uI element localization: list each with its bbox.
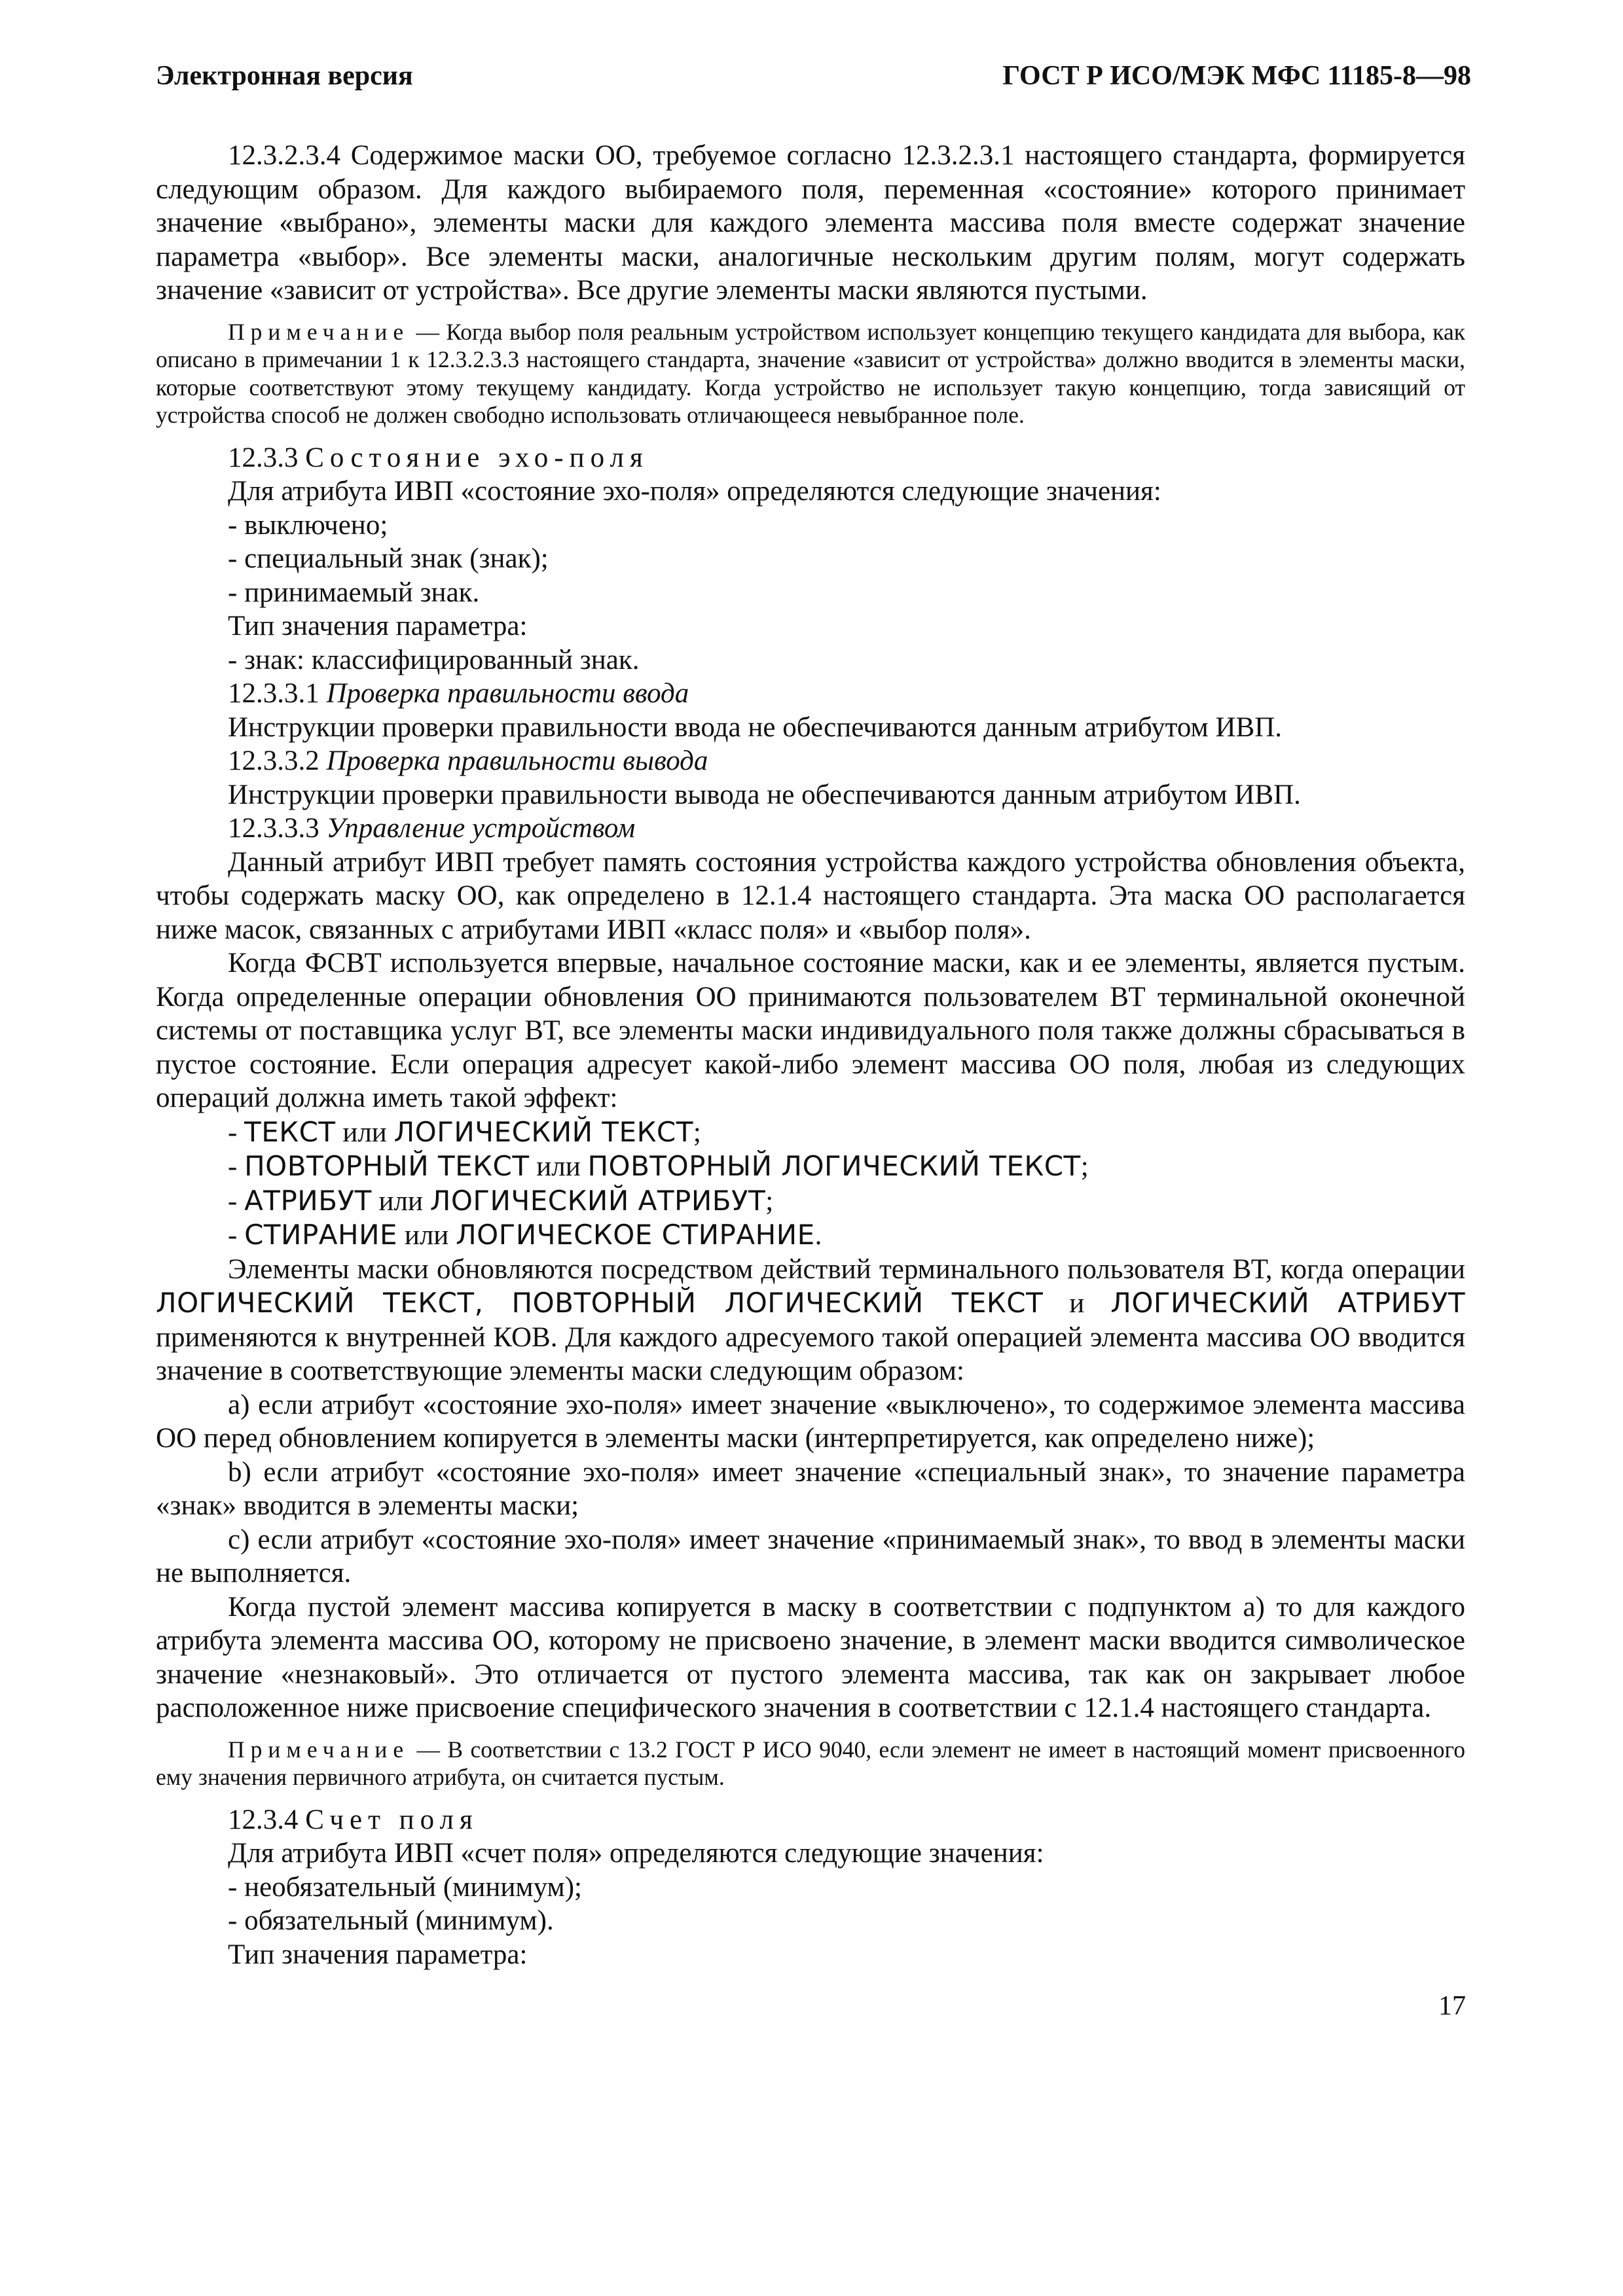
list-item-c: c) если атрибут «состояние эхо-поля» имеет значение «принимаемый знак», то ввод в элементы маски не выполняется.: [156, 1524, 1465, 1588]
section-number: 12.3.3.2: [228, 745, 327, 776]
operation-item: [156, 1115, 1465, 1150]
operation-name: ЛОГИЧЕСКИЙ АТРИБУТ: [429, 1184, 766, 1217]
section-number: 12.3.3: [228, 442, 306, 473]
operation-item: [156, 1149, 1465, 1184]
note-2: [156, 1736, 1465, 1791]
note-1: [156, 318, 1465, 429]
paragraph: Данный атрибут ИВП требует память состояния устройства каждого устройства обновления объекта, чтобы содержать маску ОО, как определено в 12.1.4 настоящего стандарта. Эта маска ОО располагается ниже масок, связанных с атрибутами ИВП «класс поля» и «выбор поля».: [156, 846, 1465, 945]
list-item: - выключено;: [228, 509, 388, 541]
paragraph: Когда пустой элемент массива копируется в маску в соответствии с подпунктом a) то для каждого атрибута элемента массива ОО, которому не присвоено значение, в элемент маски вводится символическое значение «незнаковый». Это отличается от пустого элемента массива, так как он закрывает любое расположенное ниже присвоение специфического значения в соответствии с 12.1.4 настоящего стандарта.: [156, 1591, 1465, 1723]
punctuation: ;: [765, 1185, 774, 1217]
dash: -: [228, 1117, 245, 1148]
note-text: — Когда выбор поля реальным устройством использует концепцию текущего кандидата для выбора, как описано в примечании 1 к 12.3.2.3.3 настоящего стандарта, значение «зависит от устройства» должно вводится в элементы маски, которые соответствуют этому текущему кандидату. Когда устройство не использует такую концепцию, тогда зависящий от устройства способ не должен свободно использовать отличающееся невыбранное поле.: [156, 318, 1465, 428]
dash: -: [228, 1220, 245, 1251]
section-intro: Для атрибута ИВП «состояние эхо-поля» определяются следующие значения:: [228, 476, 1161, 507]
section-title: Проверка правильности вывода: [326, 745, 708, 776]
list-item: - принимаемый знак.: [228, 577, 480, 608]
section-heading-12-3-3: [156, 441, 1465, 475]
section-heading-12-3-3-3: [156, 812, 1465, 846]
param-label: Тип значения параметра:: [228, 611, 528, 641]
section-heading-12-3-3-2: [156, 744, 1465, 778]
section-text: Инструкции проверки правильности ввода не обеспечиваются данным атрибутом ИВП.: [228, 711, 1283, 743]
page-number: 17: [1438, 1991, 1466, 2021]
text-run: Элементы маски обновляются посредством действий терминального пользователя ВТ, когда операции: [228, 1253, 1465, 1285]
operation-name: ТЕКСТ: [244, 1115, 336, 1148]
section-number: 12.3.4: [228, 1804, 306, 1835]
list-item-b: b) если атрибут «состояние эхо-поля» имеет значение «специальный знак», то значение параметра «знак» вводится в элементы маски;: [156, 1456, 1465, 1521]
text-run: и: [1043, 1288, 1111, 1319]
punctuation: ;: [1080, 1151, 1089, 1182]
conjunction: или: [371, 1185, 430, 1217]
operation-item: [156, 1218, 1465, 1253]
operation-item: [156, 1184, 1465, 1219]
section-number: 12.3.3.1: [228, 678, 327, 709]
header-right: ГОСТ Р ИСО/МЭК МФС 11185-8—98: [1002, 61, 1471, 91]
section-intro: Для атрибута ИВП «счет поля» определяются следующие значения:: [228, 1838, 1044, 1869]
operation-name: ЛОГИЧЕСКИЙ АТРИБУТ: [1110, 1287, 1466, 1319]
note-label: Примечание: [228, 1736, 410, 1763]
section-title: Управление устройством: [326, 813, 636, 844]
section-heading-12-3-4: [156, 1803, 1465, 1837]
punctuation: .: [814, 1220, 822, 1251]
operation-name: ЛОГИЧЕСКОЕ СТИРАНИЕ: [456, 1219, 815, 1251]
list-item: - обязательный (минимум).: [228, 1905, 554, 1936]
dash: -: [228, 1185, 245, 1217]
param-label: Тип значения параметра:: [228, 1939, 528, 1970]
header-left: Электронная версия: [156, 61, 413, 91]
section-heading-12-3-3-1: [156, 677, 1465, 711]
paragraph: [156, 1253, 1465, 1388]
section-number: 12.3.3.3: [228, 813, 327, 844]
dash: -: [228, 1151, 245, 1182]
paragraph-12-3-2-3-4: 12.3.2.3.4 Содержимое маски ОО, требуемое согласно 12.3.2.3.1 настоящего стандарта, формируется следующим образом. Для каждого выбираемого поля, переменная «состояние» которого принимает значение «выбрано», элементы маски для каждого элемента массива поля вместе содержат значение параметра «выбор». Все элементы маски, аналогичные нескольким другим полям, могут содержать значение «зависит от устройства». Все другие элементы маски являются пустыми.: [156, 140, 1465, 306]
punctuation: ;: [693, 1117, 701, 1148]
operation-name: СТИРАНИЕ: [244, 1219, 398, 1251]
paragraph: Когда ФСВТ используется впервые, начальное состояние маски, как и ее элементы, является пустым. Когда определенные операции обновления ОО принимаются пользователем ВТ терминальной оконечной системы от поставщика услуг ВТ, все элементы маски индивидуального поля также должны сбрасываться в пустое состояние. Если операция адресует какой-либо элемент массива ОО поля, любая из следующих операций должна иметь такой эффект:: [156, 948, 1465, 1113]
list-item: - знак: классифицированный знак.: [228, 644, 640, 675]
operation-name: ПОВТОРНЫЙ ТЕКСТ: [244, 1150, 530, 1182]
note-label: Примечание: [228, 318, 410, 345]
section-title: Проверка правильности ввода: [326, 678, 689, 709]
text-run: применяются к внутренней КОВ. Для каждого адресуемого такой операцией элемента массива ОО вводится значение в соответствующие элементы маски следующим образом:: [156, 1321, 1465, 1386]
operation-name: ЛОГИЧЕСКИЙ ТЕКСТ, ПОВТОРНЫЙ ЛОГИЧЕСКИЙ ТЕКСТ: [156, 1287, 1044, 1319]
section-title: Счет поля: [305, 1804, 479, 1835]
section-text: Инструкции проверки правильности вывода не обеспечиваются данным атрибутом ИВП.: [228, 779, 1301, 810]
conjunction: или: [335, 1117, 394, 1148]
operation-name: ЛОГИЧЕСКИЙ ТЕКСТ: [393, 1115, 693, 1148]
list-item-a: a) если атрибут «состояние эхо-поля» имеет значение «выключено», то содержимое элемента массива ОО перед обновлением копируется в элементы маски (интерпретируется, как определено ниже);: [156, 1389, 1465, 1454]
page-body: [156, 139, 1465, 1971]
note-text: — В соответствии с 13.2 ГОСТ Р ИСО 9040, если элемент не имеет в настоящий момент присвоенного ему значения первичного атрибута, он считается пустым.: [156, 1736, 1465, 1790]
list-item: - специальный знак (знак);: [228, 543, 549, 574]
section-title: Состояние эхо-поля: [305, 442, 649, 473]
operation-name: АТРИБУТ: [244, 1184, 372, 1217]
list-item: - необязательный (минимум);: [228, 1871, 583, 1903]
operation-name: ПОВТОРНЫЙ ЛОГИЧЕСКИЙ ТЕКСТ: [587, 1150, 1081, 1182]
conjunction: или: [397, 1220, 456, 1251]
conjunction: или: [529, 1151, 588, 1182]
